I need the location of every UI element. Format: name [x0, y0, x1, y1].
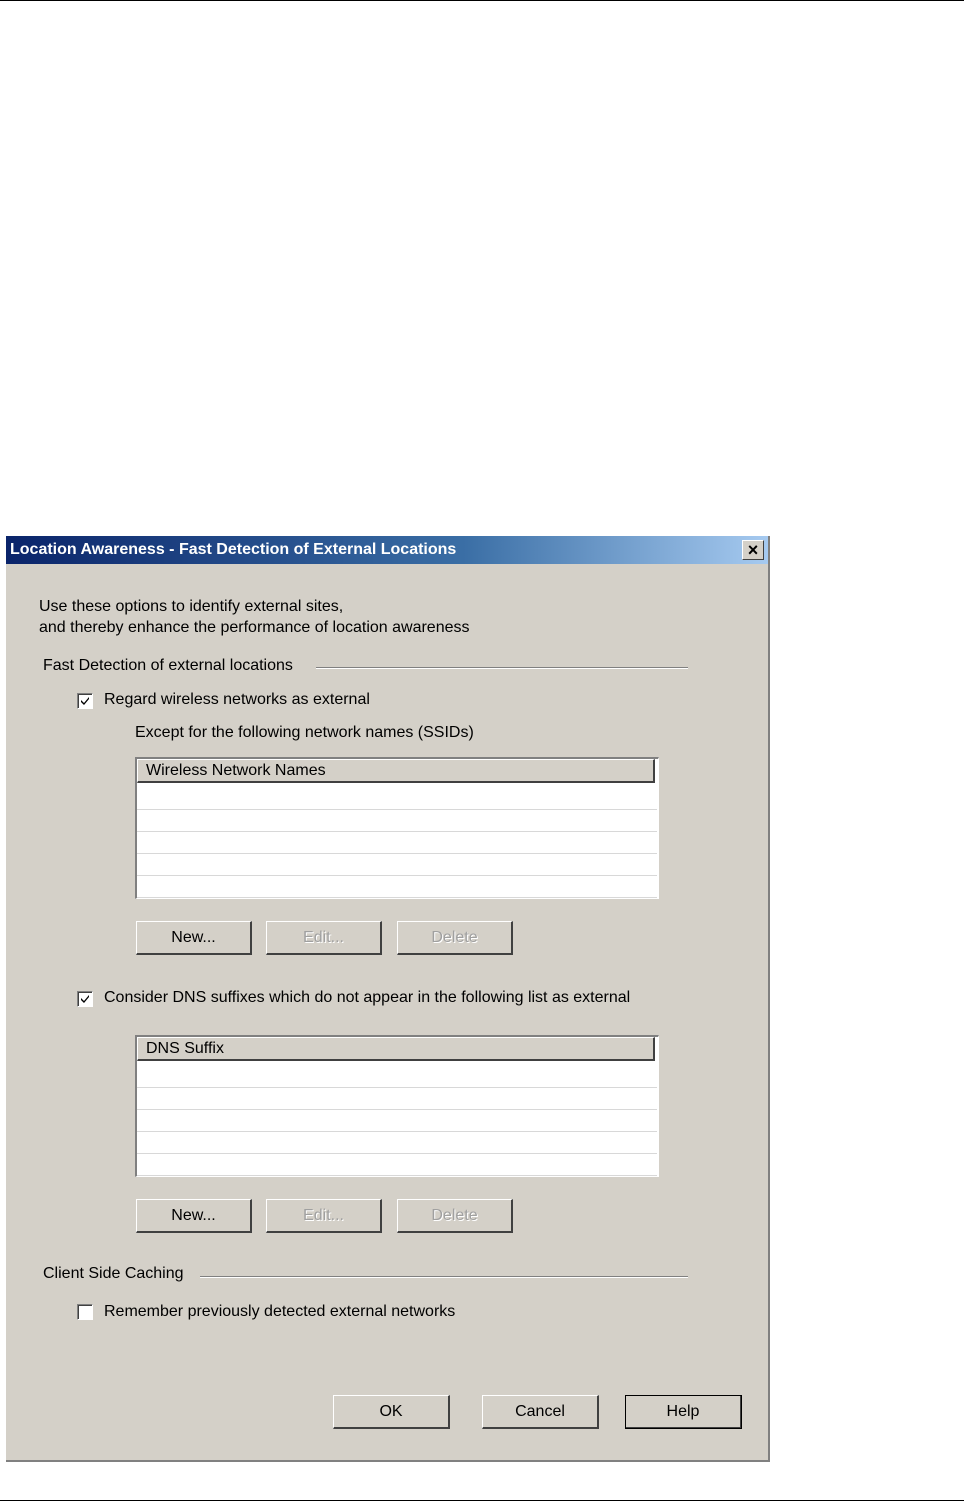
- ssid-except-label: Except for the following network names (SSIDs): [135, 724, 474, 741]
- dns-delete-button[interactable]: Delete: [397, 1199, 513, 1233]
- fast-detection-group-label: Fast Detection of external locations: [43, 657, 293, 674]
- page-bottom-rule: [0, 1500, 964, 1501]
- ok-button[interactable]: OK: [333, 1395, 450, 1429]
- location-awareness-dialog: [6, 536, 770, 1462]
- wireless-network-names-list[interactable]: [135, 757, 659, 899]
- dns-new-button[interactable]: New...: [136, 1199, 252, 1233]
- dns-suffix-external-label[interactable]: Consider DNS suffixes which do not appear in the following list as external: [104, 989, 631, 1006]
- close-icon: ×: [747, 540, 759, 560]
- list-row[interactable]: [137, 854, 657, 876]
- wireless-delete-button[interactable]: Delete: [397, 921, 513, 955]
- wireless-external-label[interactable]: Regard wireless networks as external: [104, 691, 370, 708]
- dns-suffix-list[interactable]: [135, 1035, 659, 1177]
- list-row[interactable]: [137, 810, 657, 832]
- list-row[interactable]: [137, 1132, 657, 1154]
- intro-text-line-2: and thereby enhance the performance of location awareness: [39, 619, 470, 636]
- fast-detection-group-divider: [316, 667, 688, 669]
- wireless-new-button[interactable]: New...: [136, 921, 252, 955]
- remember-networks-checkbox[interactable]: [77, 1304, 93, 1320]
- close-button[interactable]: [742, 540, 764, 560]
- dialog-title: Location Awareness - Fast Detection of External Locations: [10, 541, 457, 558]
- dns-list-header[interactable]: DNS Suffix: [137, 1037, 655, 1061]
- list-row[interactable]: [137, 1154, 657, 1176]
- list-row[interactable]: [137, 1088, 657, 1110]
- help-button[interactable]: Help: [625, 1395, 742, 1429]
- remember-networks-label[interactable]: Remember previously detected external networks: [104, 1303, 456, 1320]
- list-row[interactable]: [137, 876, 657, 898]
- wireless-external-checkbox[interactable]: [77, 693, 93, 709]
- dns-edit-button[interactable]: Edit...: [266, 1199, 382, 1233]
- check-icon: [79, 993, 91, 1005]
- list-row[interactable]: [137, 1110, 657, 1132]
- list-row[interactable]: [137, 788, 657, 810]
- wireless-list-header[interactable]: Wireless Network Names: [137, 759, 655, 783]
- page-top-rule: [0, 0, 964, 1]
- client-side-caching-group-divider: [200, 1276, 688, 1278]
- title-bar[interactable]: [6, 536, 768, 564]
- wireless-edit-button[interactable]: Edit...: [266, 921, 382, 955]
- client-side-caching-group-label: Client Side Caching: [43, 1265, 184, 1282]
- check-icon: [79, 695, 91, 707]
- list-row[interactable]: [137, 1066, 657, 1088]
- intro-text-line-1: Use these options to identify external sites,: [39, 598, 344, 615]
- cancel-button[interactable]: Cancel: [482, 1395, 599, 1429]
- list-row[interactable]: [137, 832, 657, 854]
- dns-suffix-external-checkbox[interactable]: [77, 991, 93, 1007]
